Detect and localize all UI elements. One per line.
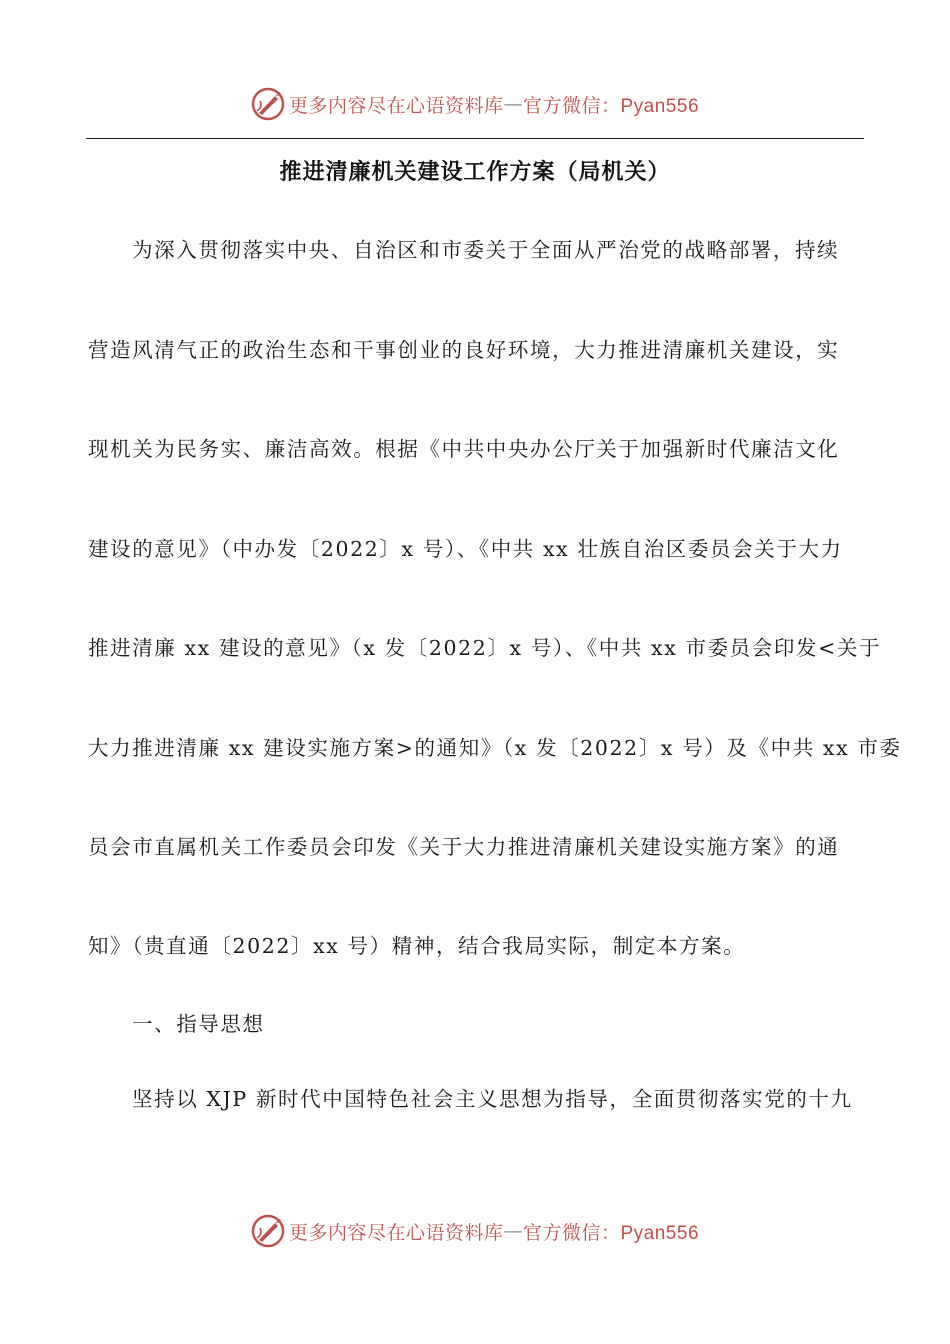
watermark-text: 更多内容尽在心语资料库: [288, 94, 504, 117]
section-heading: 一、指导思想: [132, 1012, 265, 1036]
watermark-contact: 官方微信：Pyan556: [523, 95, 700, 117]
body-line: 为深入贯彻落实中央、自治区和市委关于全面从严治党的战略部署，持续: [132, 238, 840, 262]
body-line: 大力推进清廉 xx 建设实施方案>的通知》（x 发〔2022〕x 号）及《中共 xx 市委: [88, 736, 902, 760]
body-line: 知》（贵直通〔2022〕xx 号）精神，结合我局实际，制定本方案。: [88, 934, 746, 958]
document-title: 推进清廉机关建设工作方案（局机关）: [279, 159, 671, 185]
body-line: 推进清廉 xx 建设的意见》（x 发〔2022〕x 号）、《中共 xx 市委员会印发<关于: [88, 636, 882, 660]
header-divider: [86, 138, 864, 139]
watermark-separator: —: [503, 93, 523, 115]
footer-watermark: [0, 1211, 950, 1251]
quill-logo-icon: [251, 1214, 285, 1248]
body-line: 坚持以 XJP 新时代中国特色社会主义思想为指导，全面贯彻落实党的十九: [132, 1087, 853, 1111]
watermark-separator: —: [503, 1220, 523, 1242]
body-line: 营造风清气正的政治生态和干事创业的良好环境，大力推进清廉机关建设，实: [88, 338, 840, 362]
body-line: 建设的意见》（中办发〔2022〕x 号）、《中共 xx 壮族自治区委员会关于大力: [88, 537, 843, 561]
body-line: 现机关为民务实、廉洁高效。根据《中共中央办公厅关于加强新时代廉洁文化: [88, 437, 840, 461]
watermark-text: 更多内容尽在心语资料库: [288, 1221, 504, 1244]
body-line: 员会市直属机关工作委员会印发《关于大力推进清廉机关建设实施方案》的通: [88, 835, 840, 859]
header-watermark: [0, 84, 950, 124]
watermark-contact: 官方微信：Pyan556: [523, 1222, 700, 1244]
quill-logo-icon: [251, 87, 285, 121]
